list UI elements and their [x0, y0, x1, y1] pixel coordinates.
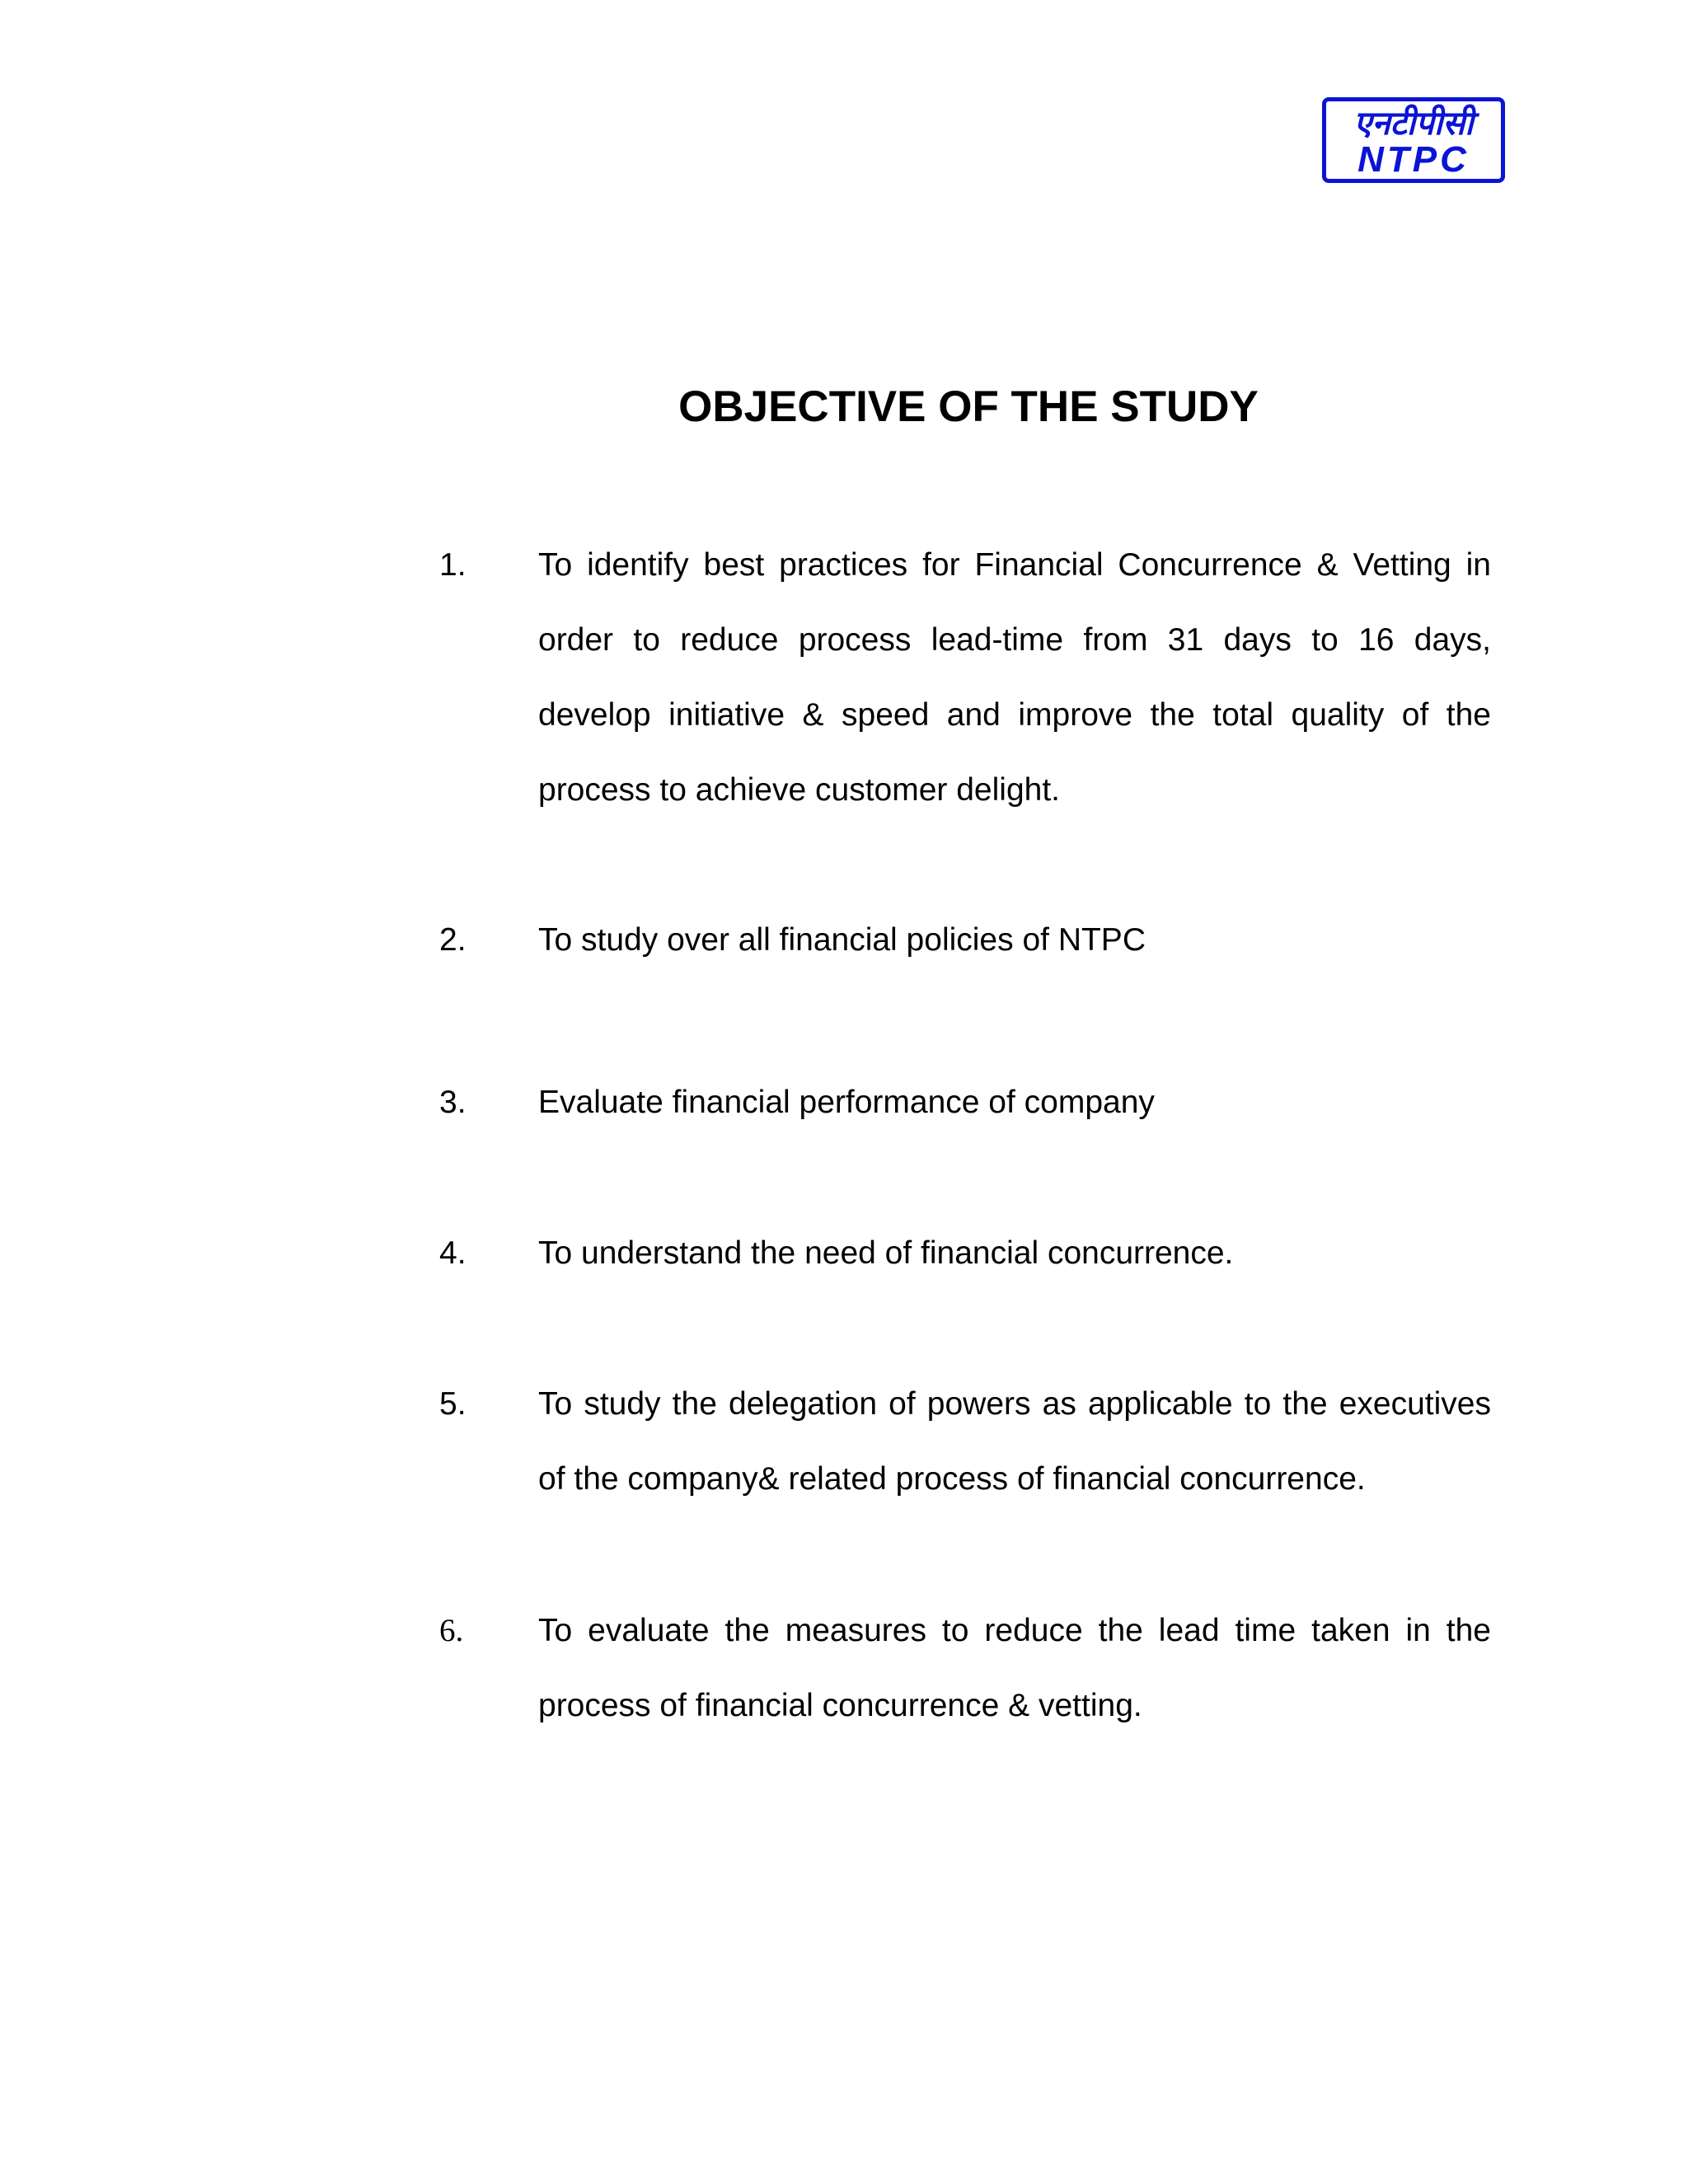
item-number: 4.	[439, 1235, 467, 1271]
item-number: 1.	[439, 547, 467, 583]
item-text: To understand the need of financial concurrence.	[538, 1235, 1234, 1271]
item-text: To study the delegation of powers as applicable to the executives of the company& related process of financial concurrence.	[538, 1386, 1491, 1497]
item-number: 2.	[439, 922, 467, 958]
ntpc-logo	[1322, 97, 1505, 183]
item-number: 5.	[439, 1386, 467, 1422]
item-number: 6.	[439, 1613, 464, 1648]
item-text: To evaluate the measures to reduce the lead time taken in the process of financial concurrence & vetting.	[538, 1613, 1491, 1723]
item-text: To study over all financial policies of NTPC	[538, 922, 1146, 958]
logo-english-text: NTPC	[1357, 139, 1470, 180]
item-number: 3.	[439, 1085, 467, 1120]
item-text: Evaluate financial performance of company	[538, 1085, 1155, 1120]
item-text: To identify best practices for Financial Concurrence & Vetting in order to reduce process lead-time from 31 days to 16 days, develop initiative & speed and improve the total quality of the process to achieve customer delight.	[538, 547, 1491, 808]
page-title: OBJECTIVE OF THE STUDY	[678, 382, 1259, 431]
logo-hindi-text: एनटीपीसी	[1353, 105, 1474, 143]
